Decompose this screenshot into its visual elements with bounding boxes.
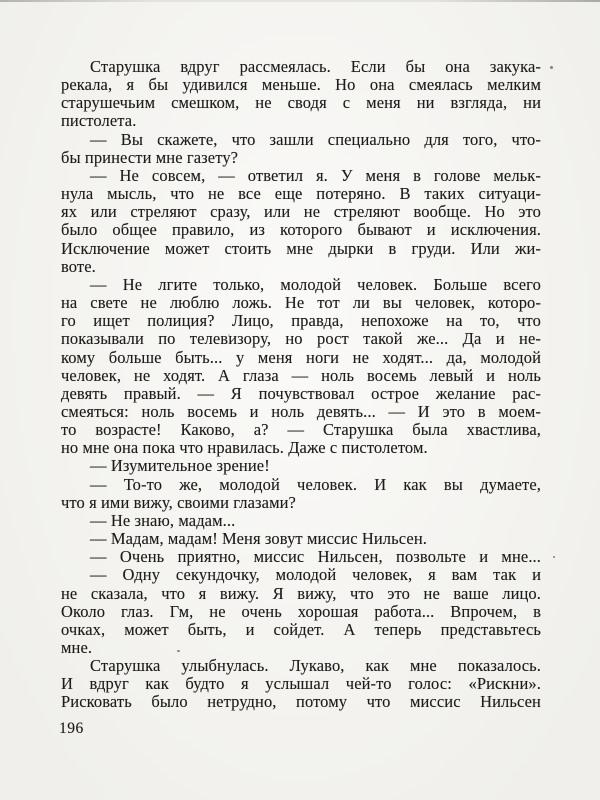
paragraph bbox=[61, 131, 541, 167]
text-line: — Мадам, мадам! Меня зовут миссис Нильсен. bbox=[90, 529, 427, 549]
text-line: старушечьим смешком, не сводя с меня ни взгляда, ни bbox=[61, 93, 541, 113]
text-line: человек, не ходят. А глаза — ноль восемь левый и ноль bbox=[61, 365, 541, 385]
scan-top-edge bbox=[0, 0, 600, 2]
text-line: девять правый. — Я почувствовал острое желание рас- bbox=[61, 383, 541, 403]
paragraph bbox=[61, 58, 541, 131]
paragraph bbox=[61, 457, 541, 475]
text-line: показывали по телевизору, но рост такой же... Да и не- bbox=[61, 329, 541, 349]
paragraph bbox=[61, 512, 541, 530]
text-line: ях или стреляют сразу, или не стреляют вообще. Но это bbox=[61, 202, 541, 222]
paragraph bbox=[61, 548, 541, 566]
text-line: на свете не люблю ложь. Не тот ли вы человек, которо- bbox=[61, 293, 541, 313]
scan-speck bbox=[553, 556, 555, 558]
text-line: — Не совсем, — ответил я. У меня в голове мельк- bbox=[90, 165, 541, 185]
text-line: очках, может быть, и сойдет. А теперь представьтесь bbox=[61, 619, 541, 639]
paragraph bbox=[61, 657, 541, 711]
text-line: — Изумительное зрение! bbox=[90, 456, 270, 476]
text-line: Старушка улыбнулась. Лукаво, как мне показалось. bbox=[90, 656, 541, 676]
text-line: мне. bbox=[61, 638, 93, 657]
text-line: — Одну секундочку, молодой человек, я вам так и bbox=[90, 565, 541, 585]
text-line: рекала, я бы удивился меньше. Но она смеялась мелким bbox=[61, 75, 541, 95]
text-line: не сказала, что я вижу. Я вижу, что это не ваше лицо. bbox=[61, 583, 541, 603]
text-line: — Очень приятно, миссис Нильсен, позвольте и мне... bbox=[90, 547, 541, 567]
text-line: Исключение может стоить мне дырки в груди. Или жи- bbox=[61, 238, 541, 258]
page-number: 196 bbox=[59, 720, 84, 737]
paragraph bbox=[61, 276, 541, 458]
text-line: И вдруг как будто я услышал чей-то голос: «Рискни». bbox=[61, 674, 541, 694]
text-line: го ищет полиция? Лицо, правда, непохоже на то, что bbox=[61, 311, 541, 331]
text-line: то возрасте! Каково, а? — Старушка была хвастлива, bbox=[61, 420, 541, 440]
scan-speck bbox=[550, 66, 553, 69]
text-line: пистолета. bbox=[61, 111, 137, 131]
paragraph bbox=[61, 530, 541, 548]
paragraph bbox=[61, 566, 541, 657]
text-line: было общее правило, из которого бывают и исключения. bbox=[61, 220, 541, 240]
text-line: что я ими вижу, своими глазами? bbox=[61, 492, 296, 512]
paragraph bbox=[61, 476, 541, 512]
text-line: но мне она пока что нравилась. Даже с пистолетом. bbox=[61, 438, 428, 458]
text-line: — Не лгите только, молодой человек. Больше всего bbox=[90, 274, 541, 294]
text-line: нула мысль, что не все еще потеряно. В таких ситуаци- bbox=[61, 184, 541, 204]
text-line: — То-то же, молодой человек. И как вы думаете, bbox=[90, 474, 541, 494]
text-line: кому больше быть... у меня ноги не ходят... да, молодой bbox=[61, 347, 541, 367]
text-line: — Вы скажете, что зашли специально для того, что- bbox=[90, 129, 541, 149]
scan-speck bbox=[177, 650, 180, 652]
scan-speck bbox=[228, 334, 230, 336]
text-line: Старушка вдруг рассмеялась. Если бы она закука- bbox=[90, 57, 541, 76]
text-line: бы принести мне газету? bbox=[61, 147, 239, 167]
text-line: воте. bbox=[61, 256, 96, 276]
text-line: Около глаз. Гм, не очень хорошая работа... Впрочем, в bbox=[61, 601, 541, 621]
text-line: — Не знаю, мадам... bbox=[90, 510, 236, 530]
page-text bbox=[61, 58, 541, 712]
paragraph bbox=[61, 167, 541, 276]
text-line: Рисковать было нетрудно, потому что миссис Нильсен bbox=[61, 692, 541, 712]
text-line: смеяться: ноль восемь и ноль девять... — И это в моем- bbox=[61, 401, 541, 421]
